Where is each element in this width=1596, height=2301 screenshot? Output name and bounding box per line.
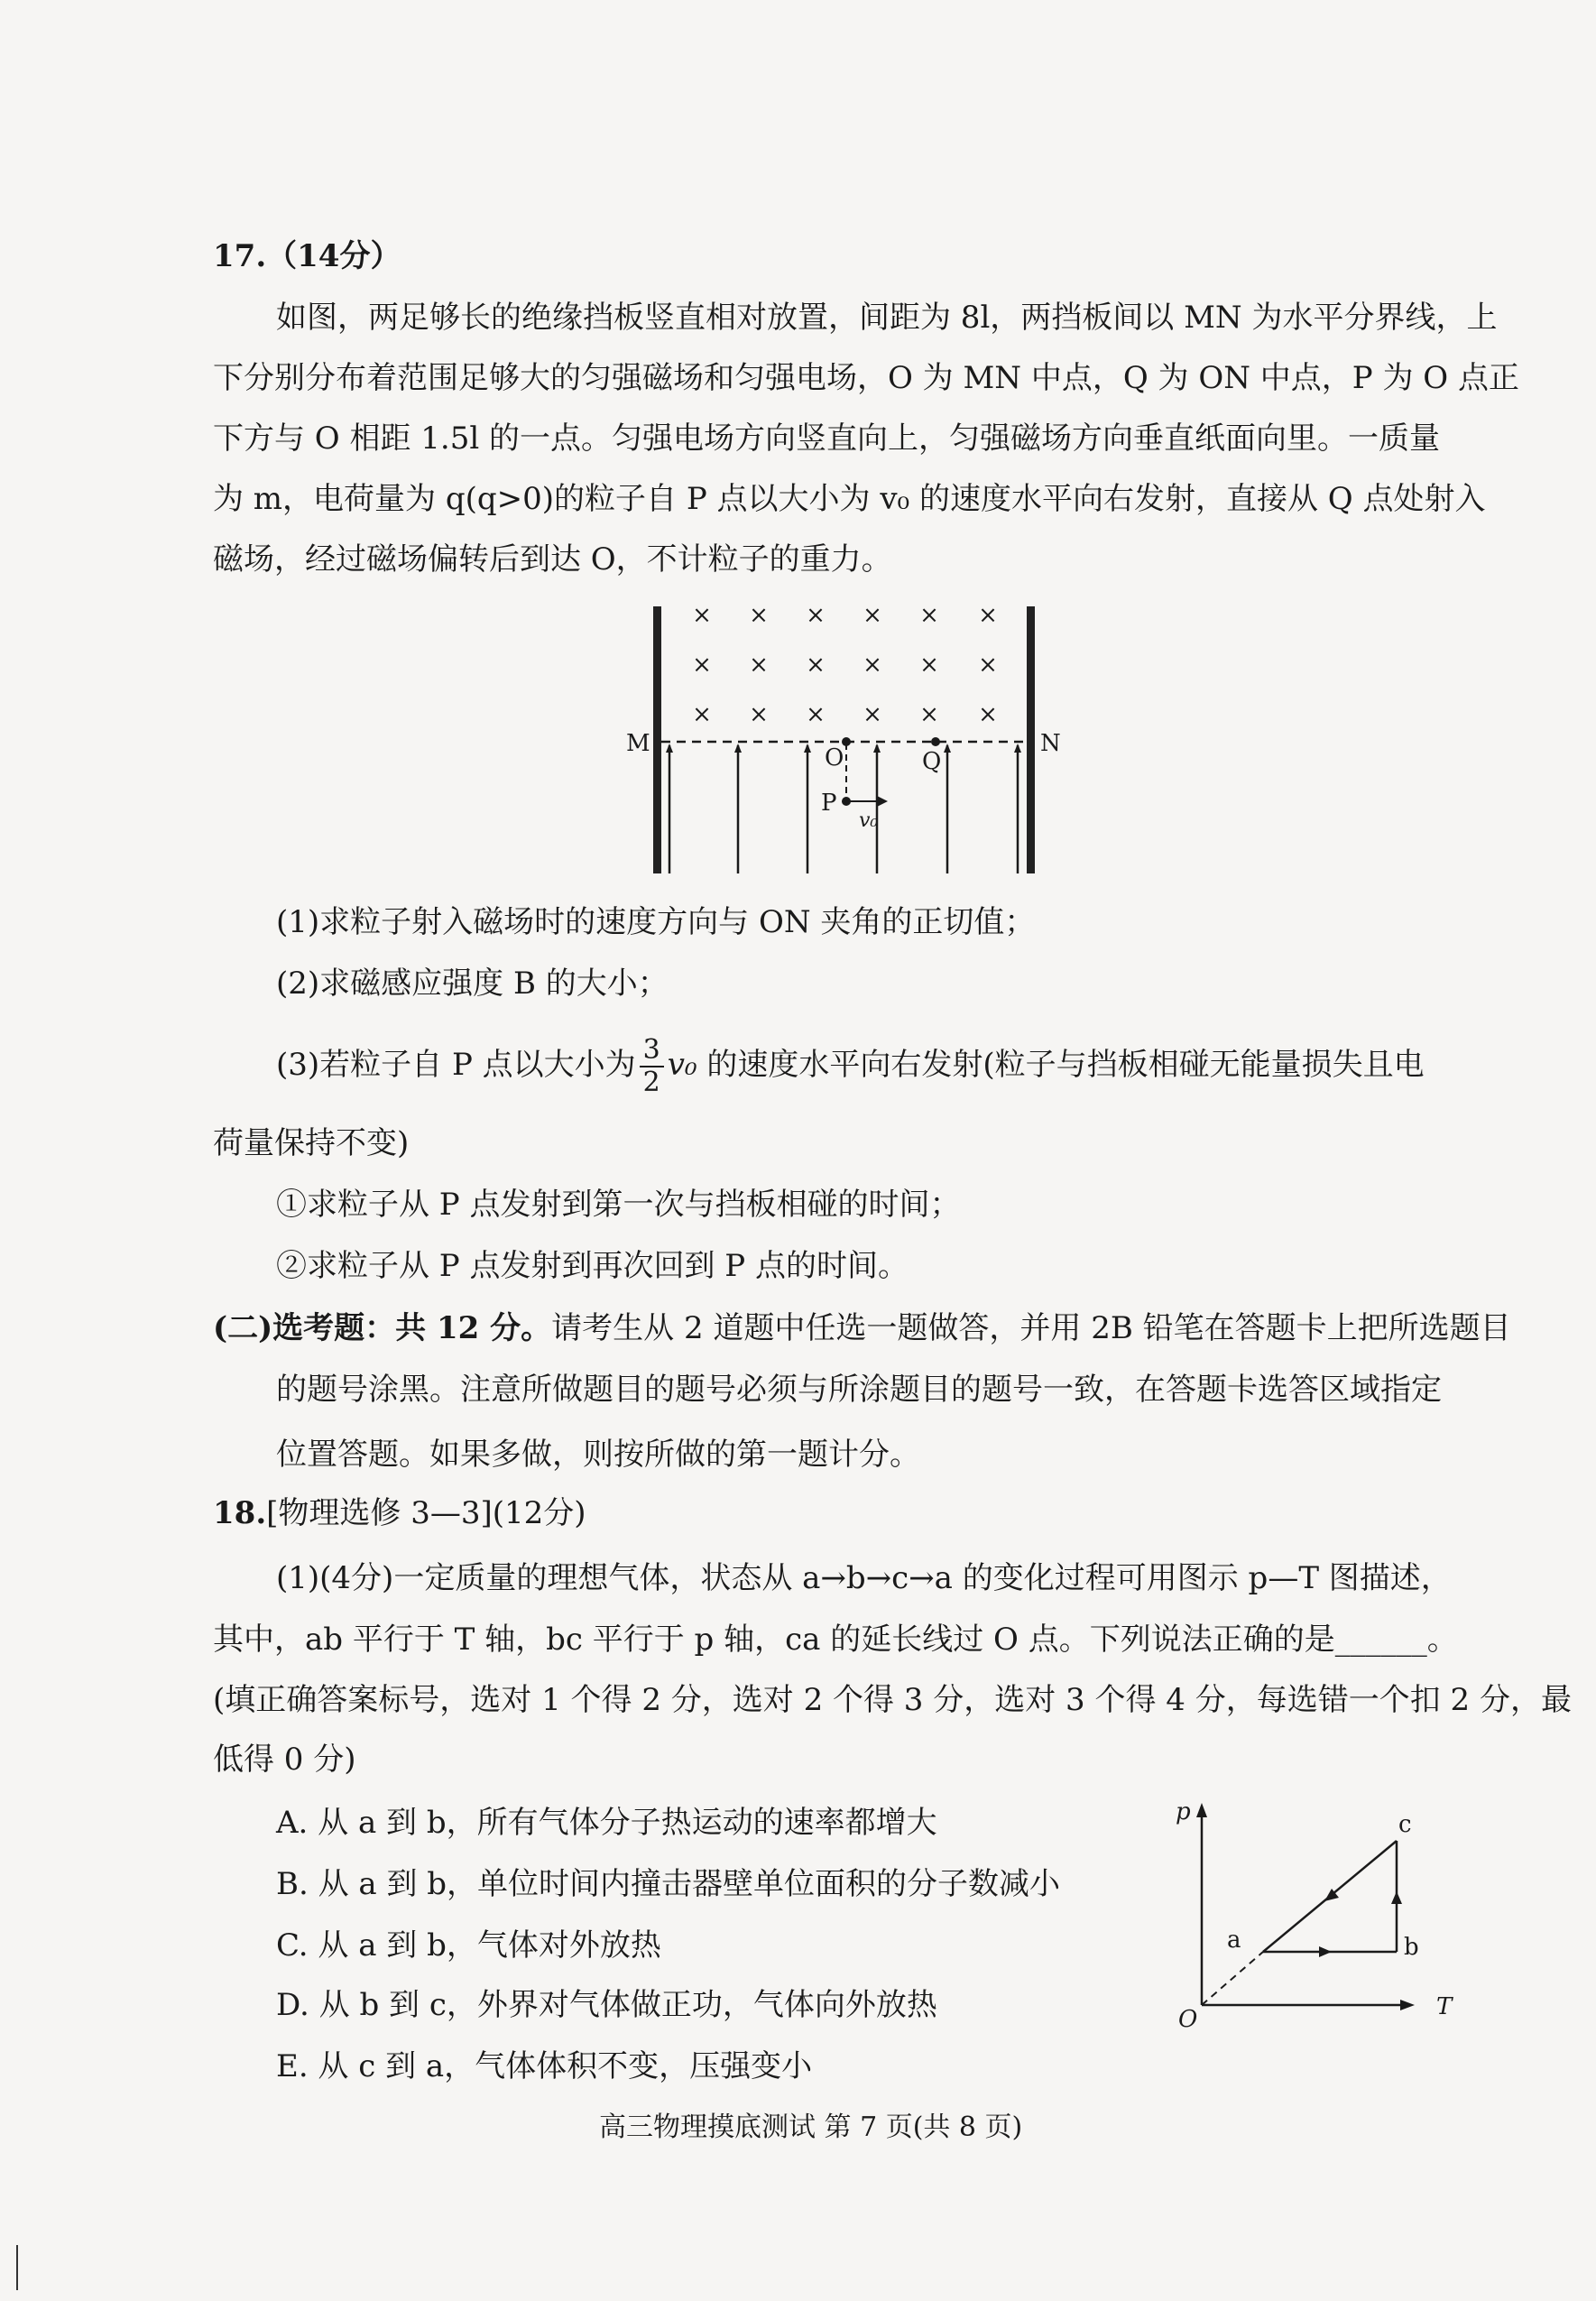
svg-text:×: ×	[919, 651, 939, 679]
svg-text:×: ×	[978, 602, 998, 629]
v0-arrowhead	[877, 796, 888, 807]
q17-line-5: 磁场，经过磁场偏转后到达 O，不计粒子的重力。	[213, 541, 892, 578]
p-axis-arrow	[1196, 1803, 1207, 1817]
t-axis-arrow	[1400, 2000, 1415, 2010]
svg-text:×: ×	[863, 651, 882, 679]
q17-sub-1: (1)求粒子射入磁场时的速度方向与 ON 夹角的正切值；	[276, 904, 1036, 940]
bc-arrow	[1391, 1891, 1402, 1904]
q17-sub-3-cont: 荷量保持不变)	[213, 1125, 410, 1161]
label-b: b	[1404, 1934, 1419, 1961]
svg-text:×: ×	[749, 651, 769, 679]
q17-circ-1: ①求粒子从 P 点发射到第一次与挡板相碰的时间；	[276, 1187, 961, 1223]
q18-line-3: (填正确答案标号，选对 1 个得 2 分，选对 2 个得 3 分，选对 3 个得 4 分，每选错一个扣 2 分，最	[213, 1682, 1572, 1718]
fraction-three-halves: $\frac{3}{2}$	[640, 1037, 664, 1096]
option-b: B. 从 a 到 b，单位时间内撞击器壁单位面积的分子数减小	[276, 1866, 1061, 1902]
svg-text:×: ×	[978, 651, 998, 679]
svg-text:×: ×	[749, 701, 769, 728]
ca-extension	[1202, 1952, 1263, 2005]
option-c: C. 从 a 到 b，气体对外放热	[276, 1927, 661, 1964]
left-plate	[653, 606, 661, 873]
q17-circ-2: ②求粒子从 P 点发射到再次回到 P 点的时间。	[276, 1248, 909, 1284]
svg-text:×: ×	[863, 701, 882, 728]
q17-line-3: 下方与 O 相距 1.5l 的一点。匀强电场方向竖直向上，匀强磁场方向垂直纸面向里。一质量	[213, 420, 1441, 457]
label-a: a	[1227, 1927, 1241, 1954]
q18-line-2: 其中，ab 平行于 T 轴，bc 平行于 p 轴，ca 的延长线过 O 点。下列说法正确的是______。	[213, 1622, 1458, 1658]
option-a: A. 从 a 到 b，所有气体分子热运动的速率都增大	[276, 1805, 937, 1841]
svg-text:×: ×	[806, 701, 826, 728]
svg-text:×: ×	[863, 602, 882, 629]
label-p-axis: p	[1176, 1798, 1191, 1825]
magnetic-field-crosses	[692, 602, 998, 728]
label-v0: v₀	[859, 809, 879, 832]
elective-line-3: 位置答题。如果多做，则按所做的第一题计分。	[276, 1437, 920, 1473]
point-q	[931, 737, 940, 746]
option-d: D. 从 b 到 c，外界对气体做正功，气体向外放热	[276, 1987, 937, 2023]
q18-title: 18.[物理选修 3—3](12分)	[213, 1495, 586, 1531]
svg-text:×: ×	[749, 602, 769, 629]
svg-text:×: ×	[919, 602, 939, 629]
svg-text:×: ×	[919, 701, 939, 728]
option-e: E. 从 c 到 a，气体体积不变，压强变小	[276, 2048, 813, 2084]
svg-text:×: ×	[978, 701, 998, 728]
label-c: c	[1398, 1811, 1412, 1838]
q17-line-2: 下分别分布着范围足够大的匀强磁场和匀强电场，O 为 MN 中点，Q 为 ON 中点，P 为 O 点正	[213, 360, 1519, 396]
right-plate	[1027, 606, 1035, 873]
svg-text:×: ×	[692, 651, 712, 679]
page-edge-mark	[16, 2245, 18, 2290]
svg-text:×: ×	[692, 701, 712, 728]
label-origin: O	[1178, 2006, 1198, 2033]
label-m: M	[626, 730, 650, 757]
q18-line-4: 低得 0 分)	[213, 1742, 356, 1778]
elective-line-2: 的题号涂黑。注意所做题目的题号必须与所涂题目的题号一致，在答题卡选答区域指定	[276, 1372, 1442, 1408]
pt-graph	[1164, 1791, 1471, 2035]
q17-sub-3: (3)若粒子自 P 点以大小为 $\frac{3}{2}$ v₀ 的速度水平向右发射(粒子与挡板相碰无能量损失且电	[276, 1034, 1425, 1098]
svg-text:×: ×	[806, 602, 826, 629]
label-o: O	[825, 744, 844, 772]
svg-text:×: ×	[806, 651, 826, 679]
page-footer: 高三物理摸底测试 第 7 页(共 8 页)	[599, 2112, 1023, 2143]
label-t-axis: T	[1436, 1993, 1453, 2020]
q17-header: 17.（14分）	[213, 238, 401, 274]
label-p: P	[821, 790, 837, 817]
q17-line-1: 如图，两足够长的绝缘挡板竖直相对放置，间距为 8l，两挡板间以 MN 为水平分界线，上	[276, 300, 1498, 336]
label-n: N	[1040, 730, 1061, 757]
ab-arrow	[1319, 1946, 1332, 1957]
label-q: Q	[922, 748, 942, 775]
q17-sub-2: (2)求磁感应强度 B 的大小；	[276, 966, 669, 1002]
field-diagram	[613, 596, 1083, 884]
elective-line-1: (二)选考题：共 12 分。请考生从 2 道题中任选一题做答，并用 2B 铅笔在答题卡上把所选题目	[213, 1310, 1511, 1346]
q17-line-4: 为 m，电荷量为 q(q>0)的粒子自 P 点以大小为 v₀ 的速度水平向右发射，直接从 Q 点处射入	[213, 481, 1486, 517]
q18-line-1: (1)(4分)一定质量的理想气体，状态从 a→b→c→a 的变化过程可用图示 p—T 图描述，	[276, 1560, 1452, 1596]
svg-text:×: ×	[692, 602, 712, 629]
